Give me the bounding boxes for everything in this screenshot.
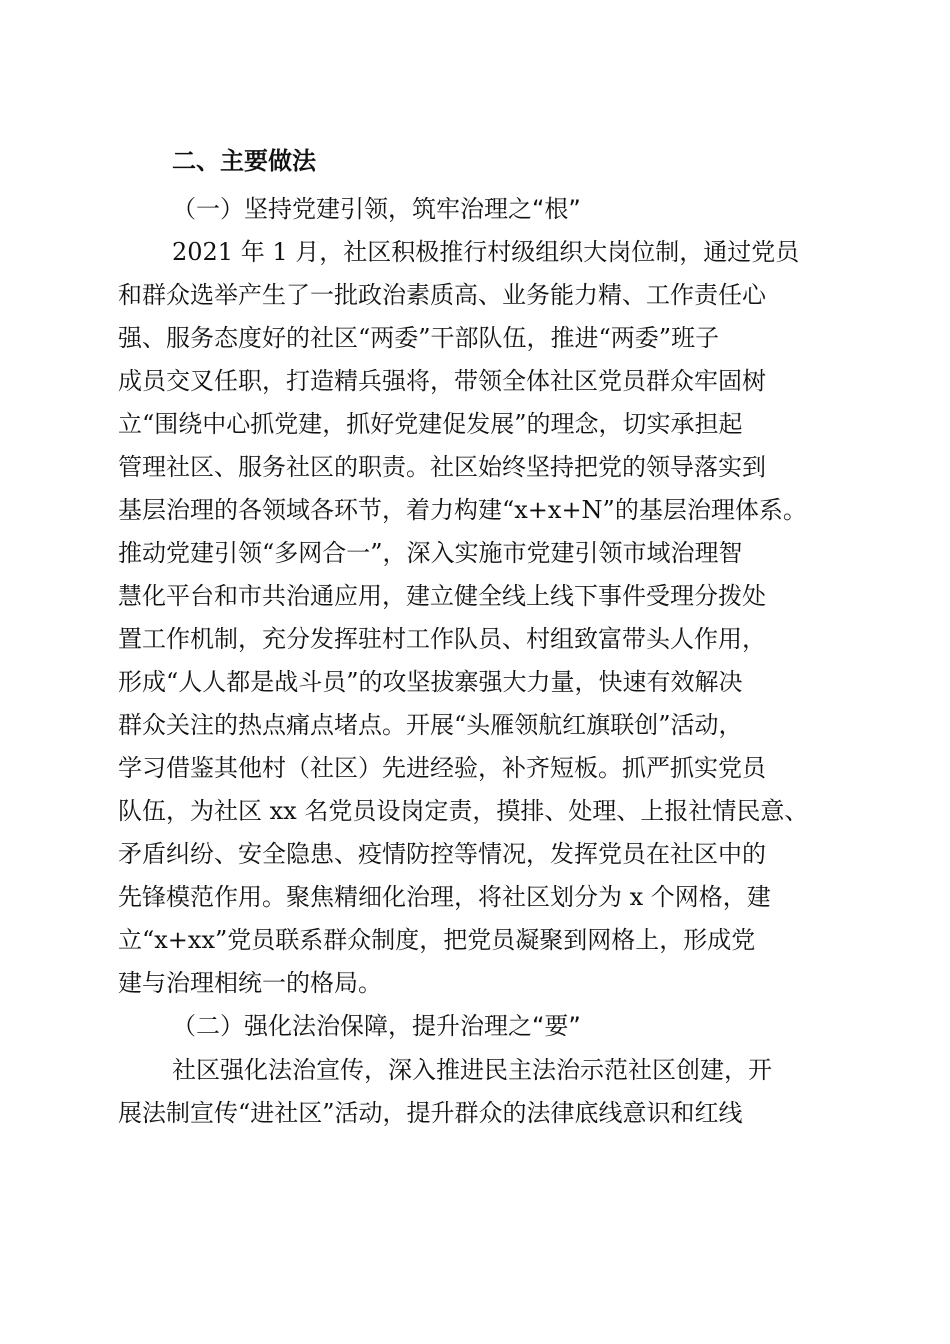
paragraph-line: 群众关注的热点痛点堵点。开展“头雁领航红旗联创”活动， (118, 711, 743, 739)
paragraph-line: 和群众选举产生了一批政治素质高、业务能力精、工作责任心 (118, 281, 766, 309)
paragraph-line: 展法制宣传“进社区”活动，提升群众的法律底线意识和红线 (118, 1099, 743, 1127)
paragraph-line: 基层治理的各领域各环节，着力构建“x+x+N”的基层治理体系。 (118, 496, 807, 524)
paragraph-line: 2021 年 1 月，社区积极推行村级组织大岗位制，通过党员 (172, 238, 800, 266)
paragraph-line: 建与治理相统一的格局。 (118, 969, 382, 997)
paragraph-line: 队伍，为社区 xx 名党员设岗定责，摸排、处理、上报社情民意、 (118, 797, 809, 825)
paragraph-line: 置工作机制，充分发挥驻村工作队员、村组致富带头人作用， (118, 625, 766, 653)
paragraph-line: 慧化平台和市共治通应用，建立健全线上线下事件受理分拨处 (118, 582, 766, 610)
paragraph-line: 立“x+xx”党员联系群众制度，把党员凝聚到网格上，形成党 (118, 926, 756, 954)
section-heading: 二、主要做法 (172, 147, 316, 175)
paragraph-line: 先锋模范作用。聚焦精细化治理，将社区划分为 x 个网格，建 (118, 883, 771, 911)
paragraph-line: 学习借鉴其他村（社区）先进经验，补齐短板。抓严抓实党员 (118, 754, 766, 782)
paragraph-line: 形成“人人都是战斗员”的攻坚拔寨强大力量，快速有效解决 (118, 668, 743, 696)
paragraph-line: 管理社区、服务社区的职责。社区始终坚持把党的领导落实到 (118, 453, 766, 481)
paragraph-line: 强、服务态度好的社区“两委”干部队伍，推进“两委”班子 (118, 324, 720, 352)
paragraph-line: 推动党建引领“多网合一”，深入实施市党建引领市域治理智 (118, 539, 743, 567)
paragraph-line: 矛盾纠纷、安全隐患、疫情防控等情况，发挥党员在社区中的 (118, 840, 766, 868)
subsection-2-heading: （二）强化法治保障，提升治理之“要” (172, 1012, 581, 1040)
subsection-1-heading: （一）坚持党建引领，筑牢治理之“根” (172, 195, 581, 223)
paragraph-line: 社区强化法治宣传，深入推进民主法治示范社区创建，开 (172, 1056, 772, 1084)
paragraph-line: 成员交叉任职，打造精兵强将，带领全体社区党员群众牢固树 (118, 367, 766, 395)
paragraph-line: 立“围绕中心抓党建，抓好党建促发展”的理念，切实承担起 (118, 410, 743, 438)
